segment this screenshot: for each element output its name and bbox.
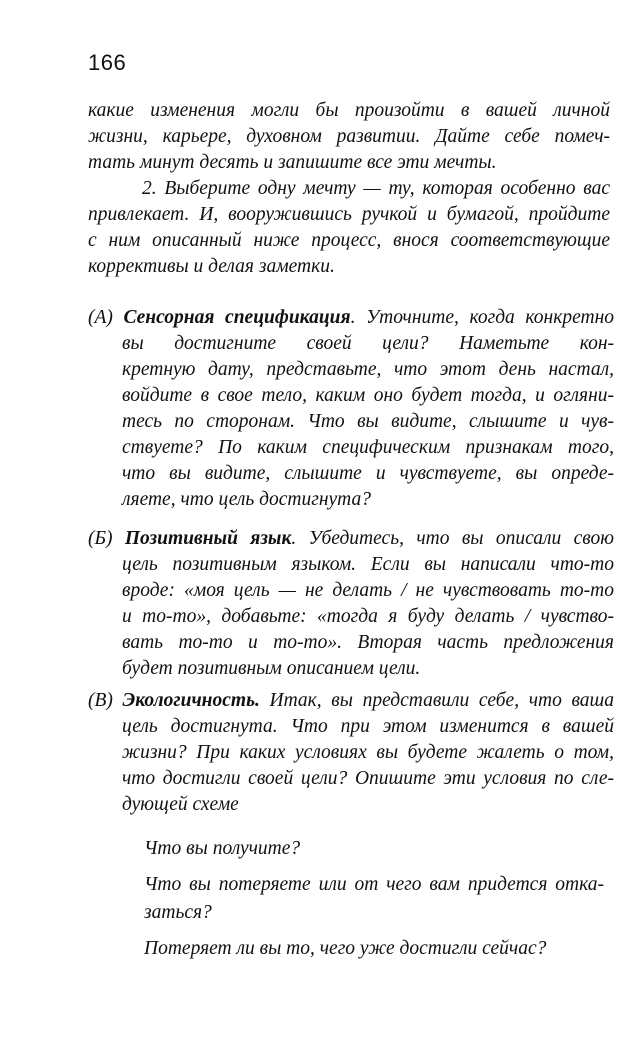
text-line: коррективы и делая заметки. (88, 256, 335, 277)
section-heading-line (88, 526, 614, 552)
section-title: Позитивный язык (124, 528, 292, 549)
text-line: привлекает. И, вооружившись ручкой и бумагой, пройдите (88, 204, 610, 225)
section-heading-line (88, 688, 614, 714)
section-label: (А) (88, 307, 113, 328)
question-keep: Потеряет ли вы то, чего уже достигли сейчас? (144, 938, 547, 959)
section-sensory-specification (88, 305, 614, 513)
text-line: и то-то», добавьте: «тогда я буду делать / чувство- (122, 606, 614, 627)
text-line: тать минут десять и запишите все эти мечты. (88, 152, 497, 173)
text-line: тесь по сторонам. Что вы видите, слышите и чув- (122, 411, 614, 432)
section-positive-language (88, 526, 614, 682)
text-line: жизни, карьере, духовном развитии. Дайте себе помеч- (88, 126, 610, 147)
text-line: кретную дату, представьте, что этот день настал, (122, 359, 614, 380)
text-line: цель достигнута. Что при этом изменится в вашей (122, 716, 614, 737)
section-title: Сенсорная спецификация (123, 307, 351, 328)
section-label: (Б) (88, 528, 113, 549)
section-ecology (88, 688, 614, 818)
section-text: Итак, вы представили себе, что ваша (259, 690, 615, 711)
question-list (144, 835, 604, 963)
text-line: ствуете? По каким специфическим признакам того, (122, 437, 614, 458)
text-line: ляете, что цель достигнута? (122, 489, 371, 510)
text-line: дующей схеме (122, 794, 239, 815)
text-line: что вы видите, слышите и чувствуете, вы опреде- (122, 463, 614, 484)
question-loss-line: заться? (144, 902, 212, 923)
section-text: . Уточните, когда конкретно (350, 307, 614, 328)
spacer (144, 863, 604, 871)
text-line: с ним описанный ниже процесс, внося соответствующие (88, 230, 610, 251)
spacer (144, 927, 604, 935)
question-loss-line: Что вы потеряете или от чего вам придется отка- (144, 874, 604, 895)
text-line: вать то-то и то-то». Вторая часть предложения (122, 632, 614, 653)
page-number: 166 (88, 50, 127, 75)
text-line: жизни? При каких условиях вы будете жалеть о том, (122, 742, 614, 763)
section-title: Экологичность. (122, 690, 260, 711)
text-line: будет позитивным описанием цели. (122, 658, 421, 679)
text-line: какие изменения могли бы произойти в вашей личной (88, 100, 610, 121)
text-line: цель позитивным языком. Если вы написали что-то (122, 554, 614, 575)
section-heading-line (88, 305, 614, 331)
intro-paragraphs (88, 98, 610, 280)
text-line: 2. Выберите одну мечту — ту, которая особенно вас (142, 178, 610, 199)
section-label: (В) (88, 690, 113, 711)
text-line: что достигли своей цели? Опишите эти условия по сле- (122, 768, 614, 789)
question-gain: Что вы получите? (144, 838, 301, 859)
text-line: вроде: «моя цель — не делать / не чувствовать то-то (122, 580, 614, 601)
text-line: вы достигните своей цели? Наметьте кон- (122, 333, 614, 354)
text-line: войдите в свое тело, каким оно будет тогда, и огляни- (122, 385, 614, 406)
section-text: . Убедитесь, что вы описали свою (291, 528, 614, 549)
